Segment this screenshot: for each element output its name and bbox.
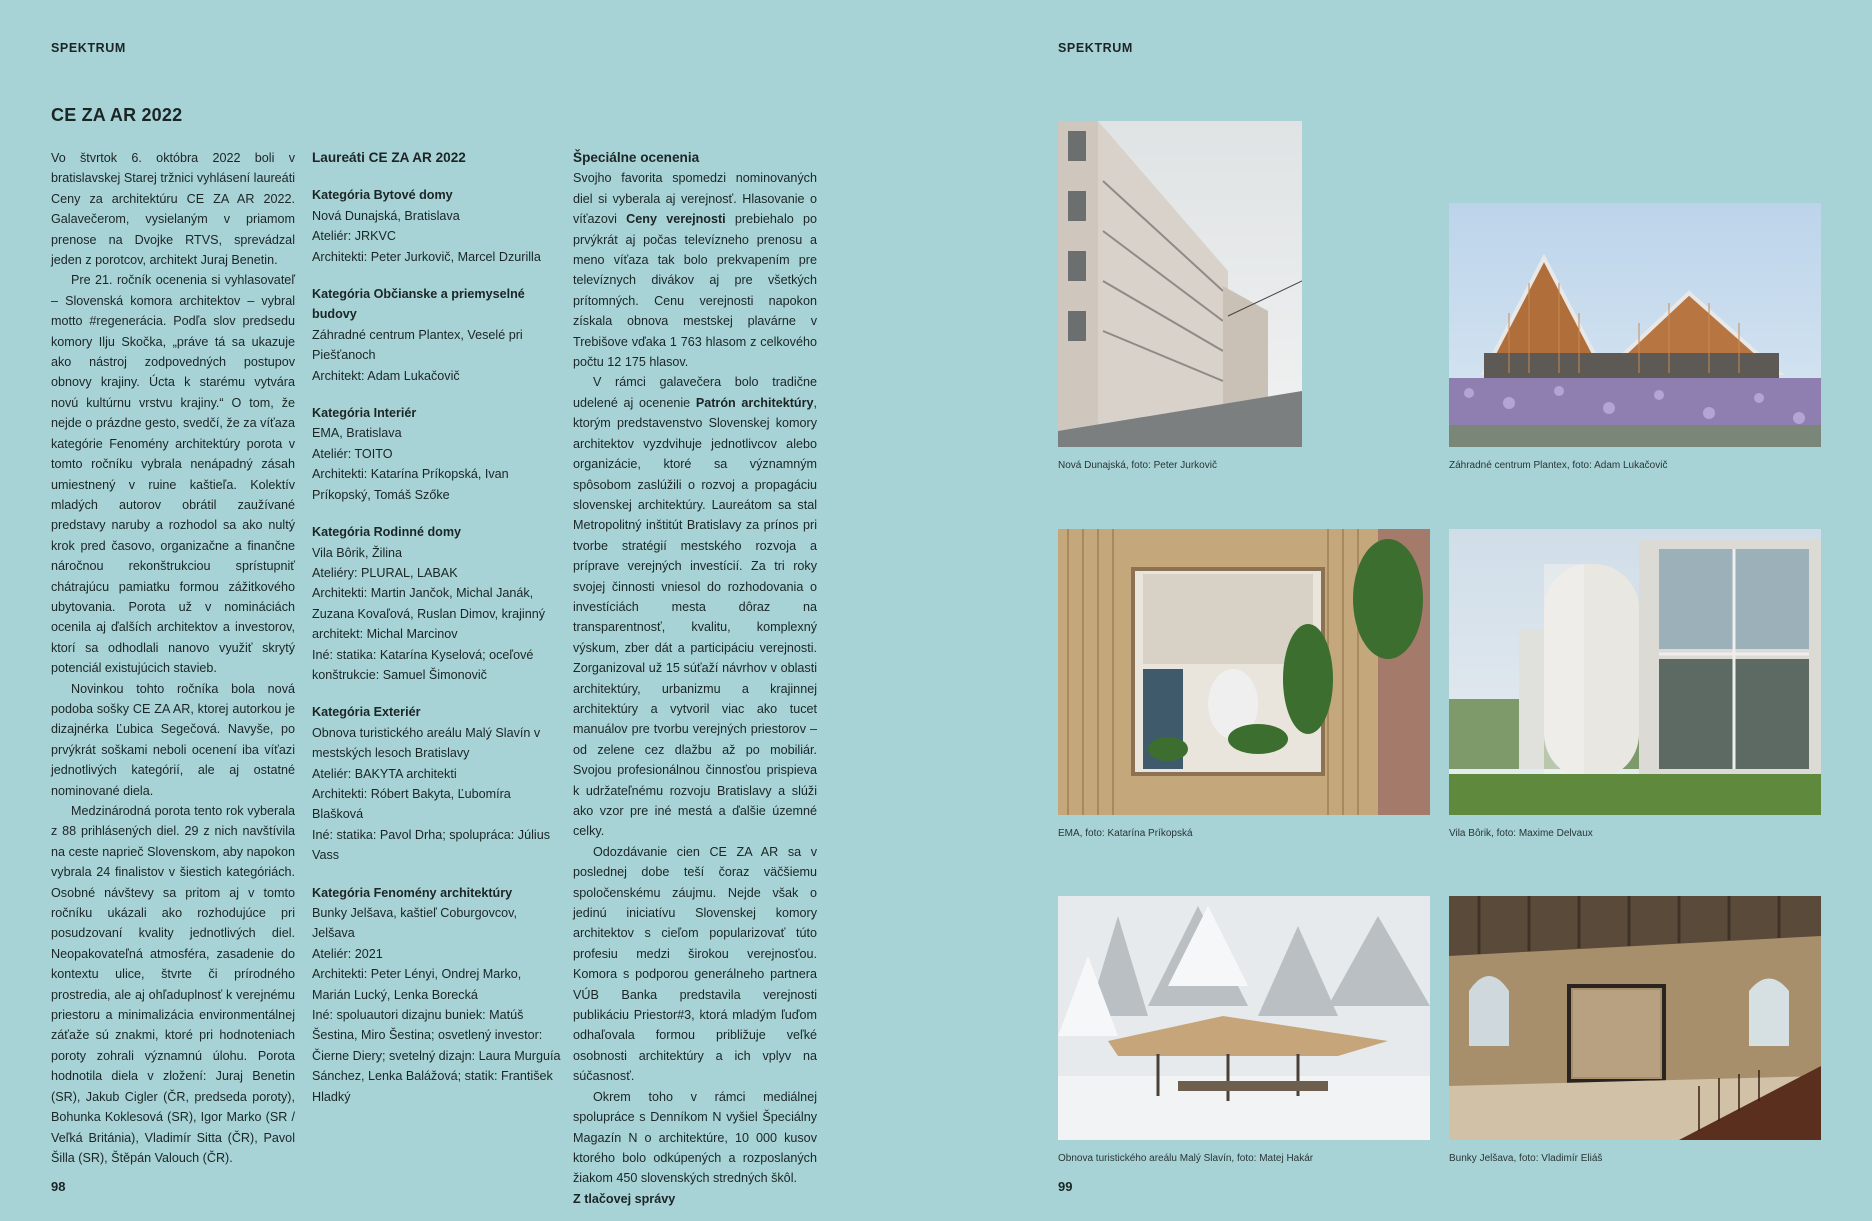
photo-maly-slavin: [1058, 896, 1430, 1140]
category-line: Obnova turistického areálu Malý Slavín v mestských lesoch Bratislavy: [312, 725, 541, 761]
category-line: Iné: statika: Katarína Kyselová; oceľové konštrukcie: Samuel Šimonovič: [312, 647, 534, 682]
photo-nova-dunajska: [1058, 121, 1302, 447]
category-line: Iné: spoluautori dizajnu buniek: Matúš Šestina, Miro Šestina; osvetlený investor: Čierne Diery; svetelný dizajn: Laura Murguía Sánchez, Lenka Balážová; statik: František Hladký: [312, 1008, 561, 1104]
category-line: Vila Bôrik, Žilina: [312, 545, 403, 560]
source-label: Z tlačovej správy: [573, 1191, 676, 1206]
category-title: Kategória Fenomény architektúry: [312, 885, 513, 900]
paragraph: Pre 21. ročník ocenenia si vyhlasovateľ – Slovenská komora architektov – vybral motto #regenerácia. Podľa slov predsedu komory Ilju Skočka, „práve tá sa ukazuje ako nástroj zodpovedných postupov obnovy krajiny. Úcta k starému vytvára novú kultúrnu vrstvu krajiny.“ O tom, že nejde o prázdne gesto, svedčí, že za víťaza kategórie Fenomény architektúry porota v tomto ročníku vybrala nenápadný zásah umiestnený v ruine kaštieľa. Kolektív mladých autorov obrátil zaužívané predstavy naruby a rozhodol sa ako nultý krok pred časovo, organizačne a finančne náročnou rekonštrukciou sprístupniť chátrajúcu pamiatku formou zážitkového ubytovania. Porota už v nomináciách ocenila aj ďalších architektov a investorov, ktorí sa odhodlali nanovo využiť skrytý potenciál existujúcich stavieb.: [51, 273, 295, 676]
category-line: Architekti: Róbert Bakyta, Ľubomíra Blašková: [312, 786, 511, 822]
special-awards-column: [573, 148, 817, 1209]
text-run: V rámci galavečera bolo tradične udelené aj ocenenie: [573, 375, 817, 410]
photo-caption: Nová Dunajská, foto: Peter Jurkovič: [1058, 460, 1217, 471]
category-line: Architekt: Adam Lukačovič: [312, 368, 460, 383]
category-title: Kategória Interiér: [312, 406, 417, 421]
photo-caption: Záhradné centrum Plantex, foto: Adam Lukačovič: [1449, 460, 1668, 471]
category-block: [312, 403, 562, 505]
source-note: [573, 1189, 817, 1209]
category-line: Záhradné centrum Plantex, Veselé pri Piešťanoch: [312, 327, 523, 363]
paragraph: Medzinárodná porota tento rok vyberala z 88 prihlásených diel. 29 z nich navštívila na ceste naprieč Slovenskom, aby napokon vybrala 24 finalistov v šiestich kategóriách. Osobné návštevy sa pritom aj v tomto ročníku ukázali ako rozhodujúce pri posudzovaní kvality jednotlivých diel. Neopakovateľná atmosféra, zasadenie do kontextu ulice, štvrte či prírodného prostredia, ale aj ohľaduplnosť k verejnému priestoru a minimalizácia environmentálnej záťaže sú znakmi, ktoré pri hodnoteniach poroty zohrali významnú úlohu. Porota hodnotila diela v zložení: Juraj Benetin (SR), Jakub Cigler (ČR, predseda poroty), Bohunka Koklesová (SR), Igor Marko (SR / Veľká Británia), Vladimír Sitta (ČR), Pavol Šilla (SR), Štěpán Valouch (ČR).: [51, 804, 295, 1165]
category-title: Kategória Občianske a priemyselné budovy: [312, 287, 525, 322]
laureates-column: [312, 148, 562, 1107]
photo-plantex: [1449, 203, 1821, 447]
category-line: Ateliér: TOITO: [312, 446, 393, 461]
category-line: Architekti: Martin Jančok, Michal Janák, Zuzana Kovaľová, Ruslan Dimov, krajinný architekt: Michal Marcinov: [312, 586, 546, 642]
article-headline: CE ZA AR 2022: [51, 105, 183, 125]
category-line: EMA, Bratislava: [312, 426, 402, 441]
page-number: 99: [1058, 1179, 1073, 1194]
special-awards-heading: Špeciálne ocenenia: [573, 150, 700, 165]
paragraph: Odozdávanie cien CE ZA AR sa v poslednej dobe teší čoraz väčšiemu spoločenskému záujmu. Nejde však o jedinú iniciatívu Slovenskej komory architektov s cieľom popularizovať túto profesiu medzi širokou verejnosťou. Komora s podporou generálneho partnera VÚB Banka predstavila verejnosti publikáciu Priestor#3, ktorá mladým ľuďom odhaľovala formou približuje veľké osobnosti architektúry a ich vplyv na súčasnosť.: [573, 844, 817, 1084]
category-line: Ateliéry: PLURAL, LABAK: [312, 565, 458, 580]
text-run: prebiehalo po prvýkrát aj počas televízneho prenosu a meno víťaza tak bolo prekvapením pre televíznych divákov aj pre všetkých prítomných. Cenu verejnosti napokon získala obnova mestskej plavárne v Trebišove vďaka 1 763 hlasom z celkového počtu 12 175 hlasov.: [573, 212, 817, 370]
text-run: , ktorým predstavenstvo Slovenskej komory architektov vyzdvihuje jednotlivcov alebo organizácie, ktoré sa významným spôsobom zaslúžili o rozvoj a propagáciu slovenskej architektúry. Laureátom sa stal Metropolitný inštitút Bratislavy za prínos pri tvorbe stratégií mestského rozvoja a príprave verejných investícií. Za tri roky svojej činnosti vniesol do rozhodovania o investíciách mesta dôraz na transparentnosť, kvalitu, komplexný výskum, zber dát a participáciu verejnosti. Zorganizoval už 15 súťaží návrhov v oblasti architektúry, urbanizmu a krajinnej architektúry a vytvoril viac ako tucet manuálov pre tvorbu verejných priestorov – od zelene cez dlažbu až po mobiliár. Svojou profesionálnou činnosťou prispieva k udržateľnému rozvoju Bratislavy a slúži ako vzor pre iné mestá a ďalšie územné celky.: [573, 395, 817, 839]
category-title: Kategória Rodinné domy: [312, 525, 462, 540]
category-line: Ateliér: BAKYTA architekti: [312, 766, 457, 781]
photo-caption: Vila Bôrik, foto: Maxime Delvaux: [1449, 828, 1593, 839]
paragraph: Vo štvrtok 6. októbra 2022 boli v bratislavskej Starej tržnici vyhlásení laureáti Ceny za architektúru CE ZA AR 2022. Galavečerom, vysielaným v priamom prenose na Dvojke RTVS, sprevádzal jeden z porotcov, architekt Juraj Benetin.: [51, 151, 295, 268]
category-line: Architekti: Peter Jurkovič, Marcel Dzurilla: [312, 249, 541, 264]
paragraph: Okrem toho v rámci mediálnej spolupráce s Denníkom N vyšiel Špeciálny Magazín N o architektúre, 10 000 kusov ktorého bolo odkúpených a rozposlaných žiakom 450 slovenských stredných škôl.: [573, 1089, 817, 1186]
section-label: SPEKTRUM: [1058, 41, 1133, 55]
photo-caption: Bunky Jelšava, foto: Vladimír Eliáš: [1449, 1153, 1603, 1164]
photo-ema: [1058, 529, 1430, 815]
category-line: Architekti: Katarína Príkopská, Ivan Príkopský, Tomáš Szőke: [312, 467, 509, 502]
category-block: [312, 883, 562, 1107]
category-line: Bunky Jelšava, kaštieľ Coburgovcov, Jelšava: [312, 906, 518, 941]
category-title: Kategória Bytové domy: [312, 188, 453, 203]
bold-run: Patrón architektúry: [695, 395, 814, 410]
photo-caption: Obnova turistického areálu Malý Slavín, foto: Matej Hakár: [1058, 1153, 1314, 1164]
right-page: [936, 0, 1872, 1221]
section-label: SPEKTRUM: [51, 41, 126, 55]
paragraph: [573, 372, 817, 841]
category-line: Nová Dunajská, Bratislava: [312, 208, 460, 223]
paragraph: [573, 168, 817, 372]
category-block: [312, 284, 562, 386]
category-block: [312, 522, 562, 685]
photo-caption: EMA, foto: Katarína Príkopská: [1058, 828, 1193, 839]
text-run: Svojho favorita spomedzi nominovaných diel si vyberala aj verejnosť. Hlasovanie o víťazovi: [573, 171, 817, 227]
photo-bunky-jelsava: [1449, 896, 1821, 1140]
article-column-1: [51, 148, 295, 1168]
category-block: [312, 702, 562, 865]
photo-vila-borik: [1449, 529, 1821, 815]
category-line: Iné: statika: Pavol Drha; spolupráca: Július Vass: [312, 827, 551, 863]
category-title: Kategória Exteriér: [312, 705, 421, 720]
bold-run: Ceny verejnosti: [626, 212, 726, 227]
page-number: 98: [51, 1179, 66, 1194]
laureates-heading: Laureáti CE ZA AR 2022: [312, 150, 466, 165]
category-line: Architekti: Peter Lényi, Ondrej Marko, Marián Lucký, Lenka Borecká: [312, 967, 522, 1002]
category-line: Ateliér: JRKVC: [312, 229, 396, 244]
category-block: [312, 185, 562, 267]
paragraph: Novinkou tohto ročníka bola nová podoba sošky CE ZA AR, ktorej autorkou je dizajnérka Ľubica Segečová. Navyše, po prvýkrát soškami neboli ocenení iba víťazi jednotlivých kategórií, ale aj ostatné nominované diela.: [51, 681, 295, 798]
category-line: Ateliér: 2021: [312, 946, 383, 961]
